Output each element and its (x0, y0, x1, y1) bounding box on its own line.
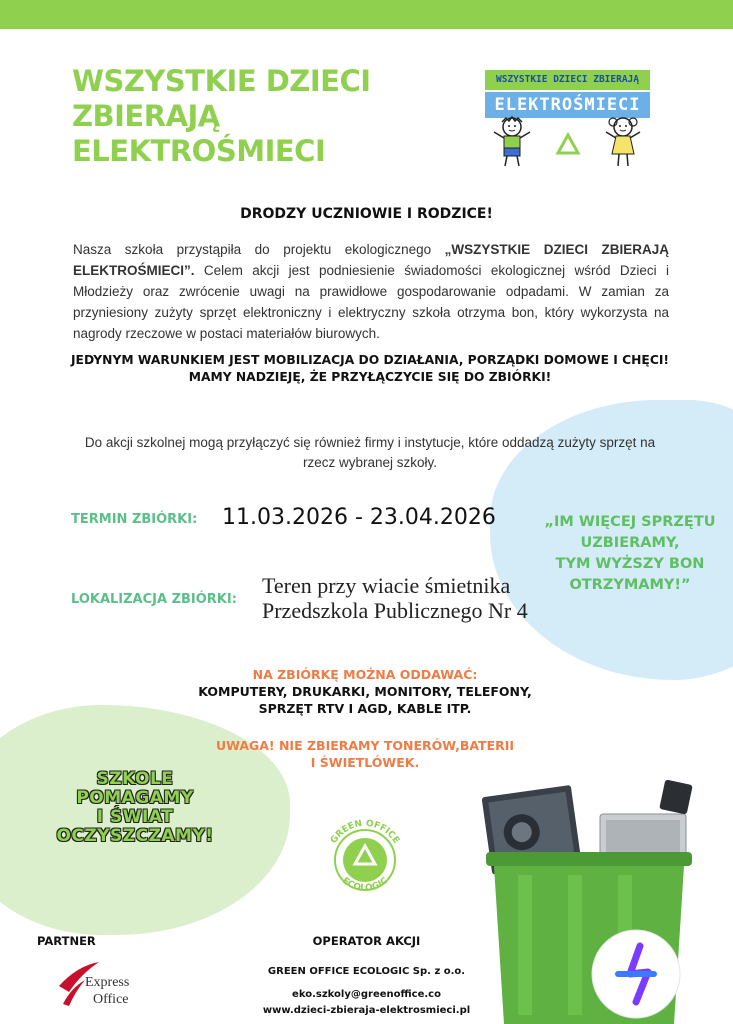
logo-figures-icon (480, 70, 655, 170)
logo-main-text: ELEKTROŚMIECI (485, 92, 650, 118)
location-line: Przedszkola Publicznego Nr 4 (262, 598, 528, 623)
operator-email[interactable]: eko.szkoly@greenoffice.co (292, 989, 441, 1000)
accepted-heading: NA ZBIÓRKĘ MOŻNA ODDAWAĆ: (252, 667, 478, 682)
intro-body: Celem akcji jest podniesienie świadomości ekologicznej wśród Dzieci i Młodzieży oraz zwrócenie uwagi na prawidłowe gospodarowanie odpadami. W zamian za przyniesiony zużyty sprzęt elektroniczny i elektryczny szkoła otrzyma bon, który wykorzysta na nagrody rzeczowe w postaci materiałów biurowych. (73, 263, 669, 341)
partner-label: PARTNER (37, 934, 96, 948)
accepted-line: KOMPUTERY, DRUKARKI, MONITORY, TELEFONY, (198, 684, 532, 699)
help-slogan-line: OCZYSZCZAMY! (56, 826, 214, 846)
intro-lead: Nasza szkoła przystąpiła do projektu ekologicznego (73, 242, 445, 257)
intro-paragraph (73, 239, 669, 344)
term-date: 11.03.2026 - 23.04.2026 (222, 505, 496, 530)
partner-logo-line: Express (85, 975, 130, 990)
project-logo (480, 70, 655, 170)
green-office-top-text: GREEN OFFICE (329, 818, 401, 846)
greeting-heading: DRODZY UCZNIOWIE I RODZICE! (240, 206, 493, 222)
help-slogan-line: I ŚWIAT (96, 807, 174, 827)
operator-website[interactable]: www.dzieci-zbieraja-elektrosmieci.pl (262, 1005, 471, 1016)
slogan-line: TYM WYŻSZY BON (555, 556, 705, 572)
help-slogan-line: SZKOLE (96, 769, 174, 789)
green-office-bottom-text: ECOLOGIC (339, 875, 391, 894)
green-office-ecologic-logo (317, 812, 413, 908)
slogan-line: OTRZYMAMY!” (569, 577, 691, 593)
location-value (262, 573, 528, 623)
logo-top-text: WSZYSTKIE DZIECI ZBIERAJĄ (485, 70, 650, 90)
companies-note: Do akcji szkolnej mogą przyłączyć się również firmy i instytucje, które oddadzą zużyty sprzęt na rzecz wybranej szkoły. (84, 435, 656, 470)
top-green-bar (0, 0, 733, 29)
condition-text (60, 352, 680, 386)
help-slogan-line: POMAGAMY (76, 788, 194, 808)
project-name: „WSZYSTKIE DZIECI ZBIERAJĄ ELEKTROŚMIECI”. (73, 242, 669, 278)
condition-line: MAMY NADZIEJĘ, ŻE PRZYŁĄCZYCIE SIĘ DO ZBIÓRKI! (188, 370, 552, 384)
accepted-items (150, 666, 580, 717)
condition-line: JEDYNYM WARUNKIEM JEST MOBILIZACJA DO DZIAŁANIA, PORZĄDKI DOMOWE I CHĘCI! (70, 353, 670, 367)
location-label: LOKALIZACJA ZBIÓRKI: (71, 592, 237, 607)
app-badge-icon (590, 928, 682, 1020)
main-title-line: ZBIERAJĄ (72, 99, 220, 133)
slogan-line: „IM WIĘCEJ SPRZĘTU (544, 514, 716, 530)
help-slogan (20, 770, 250, 846)
operator-company: GREEN OFFICE ECOLOGIC Sp. z o.o. (267, 966, 466, 977)
warning-line: I ŚWIETLÓWEK. (310, 755, 420, 770)
main-title-line: ELEKTROŚMIECI (72, 134, 326, 168)
accepted-line: SPRZĘT RTV I AGD, KABLE ITP. (258, 701, 472, 716)
location-line: Teren przy wiacie śmietnika (262, 573, 511, 598)
warning-text (150, 737, 580, 771)
warning-line: UWAGA! NIE ZBIERAMY TONERÓW,BATERII (215, 738, 515, 753)
bonus-slogan (530, 512, 730, 596)
main-title (72, 64, 402, 169)
slogan-line: UZBIERAMY, (580, 535, 680, 551)
partner-logo-line: Office (93, 992, 129, 1007)
operator-label: OPERATOR AKCJI (312, 934, 421, 948)
main-title-line: WSZYSTKIE DZIECI (72, 64, 371, 98)
term-label: TERMIN ZBIÓRKI: (71, 512, 198, 527)
